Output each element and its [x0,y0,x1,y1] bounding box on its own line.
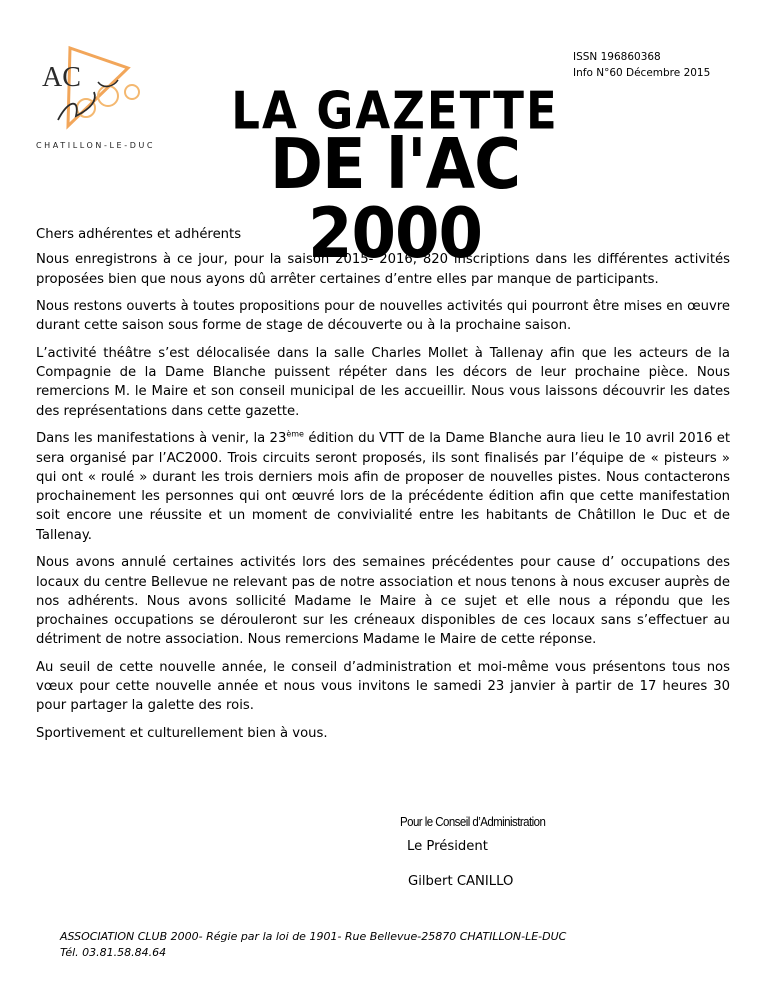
ac2000-logo [28,40,178,155]
issn-number: ISSN 196860368 [573,51,661,63]
footer-line-1: ASSOCIATION CLUB 2000- Régie par la loi de 1901- Rue Bellevue-25870 CHATILLON-LE-DUC [60,930,567,943]
signature-role: Le Président [407,839,488,854]
paragraph-cancellations: Nous avons annulé certaines activités lors des semaines précédentes pour cause d’ occupations des locaux du centre Bellevue ne relevant pas de notre association et nous tenons à nous excuser auprès de nos adhérents. Nous avons sollicité Madame le Maire à ce sujet et elle nous a répondu que les prochaines occupations se dérouleront sur les créneaux disponibles de ces locaux sans s’effectuer au détriment de notre association. Nous remercions Madame le Maire de cette réponse. [36,555,730,648]
logo-letters: AC [42,62,81,93]
signature-name: Gilbert CANILLO [408,874,514,889]
greeting: Chers adhérentes et adhérents [36,227,242,242]
paragraph-registrations: Nous enregistrons à ce jour, pour la saison 2015- 2016, 820 inscriptions dans les différentes activités proposées bien que nous ayons dû arrêter certaines d’entre elles par manque de participants. [36,252,730,287]
paragraph-theatre: L’activité théâtre s’est délocalisée dans la salle Charles Mollet à Tallenay afin que les acteurs de la Compagnie de la Dame Blanche puissent répéter dans les décors de leur prochaine pièce. Nous remercions M. le Maire et son conseil municipal de les accueillir. Nous vous laissons découvrir les dates des représentations dans cette gazette. [36,345,730,419]
letter-body [36,225,730,751]
logo-graphic-icon [28,40,178,140]
paragraph-vtt [36,429,730,545]
issn-block [573,49,710,81]
signature-title: Pour le Conseil d’Administration [400,815,546,829]
vtt-text-rest: édition du VTT de la Dame Blanche aura lieu le 10 avril 2016 et sera organisé par l’AC2000. Trois circuits seront proposés, ils sont finalisés par l’équipe de « pisteurs » qui ont « roulé » durant les trois derniers mois afin de proposer de nouvelles pistes. Nous contacterons prochainement les personnes qui ont œuvré lors de la précédente édition afin que cette manifestation soit encore une réussite et un moment de convivialité entre les habitants de Châtillon le Duc et de Tallenay. [36,431,730,543]
paragraph-new-activities: Nous restons ouverts à toutes propositions pour de nouvelles activités qui pourront être mises en œuvre durant cette saison sous forme de stage de découverte ou à la prochaine saison. [36,299,730,334]
vtt-superscript: ème [286,429,304,439]
footer-address [60,929,566,961]
closing-line: Sportivement et culturellement bien à vous. [36,725,328,741]
masthead-line-2: DE l'AC 2000 [269,125,521,275]
vtt-text-start: Dans les manifestations à venir, la 23 [36,431,287,447]
masthead-line-1: LA GAZETTE [231,79,559,141]
issue-info: Info N°60 Décembre 2015 [573,67,711,79]
paragraph-new-year: Au seuil de cette nouvelle année, le conseil d’administration et moi-même vous présentons tous nos vœux pour cette nouvelle année et nous vous invitons le samedi 23 janvier à partir de 17 heures 30 pour partager la galette des rois. [36,659,730,714]
footer-phone: Tél. 03.81.58.84.64 [60,946,167,959]
logo-caption: CHATILLON-LE-DUC [36,141,156,150]
